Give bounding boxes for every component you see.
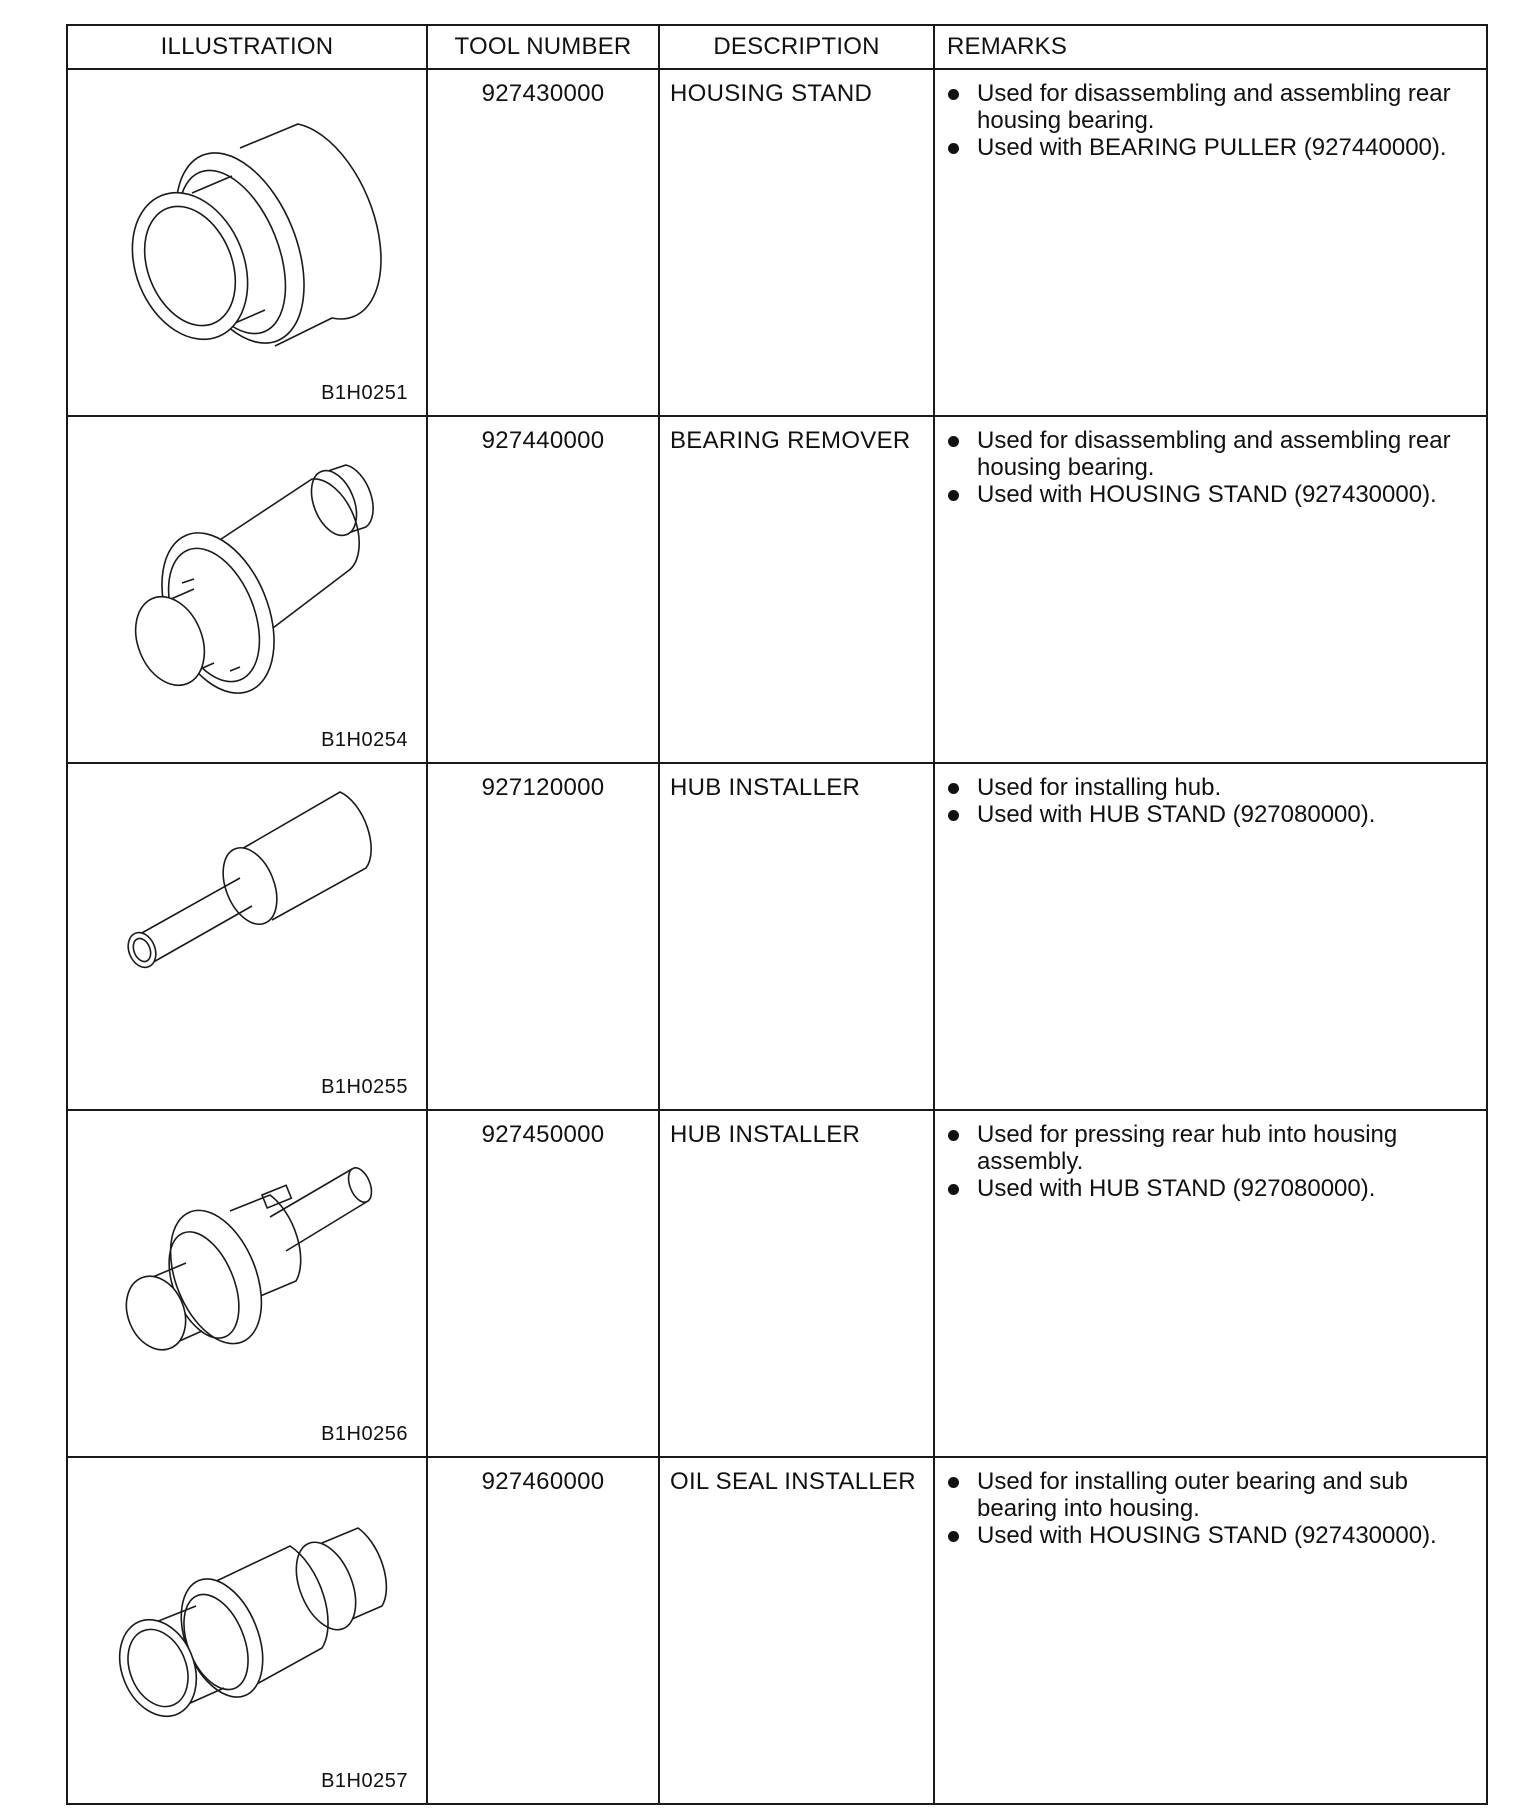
remark-item: Used for installing hub.: [945, 774, 1476, 801]
tool-description: HOUSING STAND: [659, 69, 934, 416]
special-tools-table: [66, 24, 1488, 1805]
header-illustration: ILLUSTRATION: [67, 25, 427, 69]
remark-item: Used for disassembling and assembling rear housing bearing.: [945, 427, 1476, 481]
illustration-cell: [67, 1110, 427, 1457]
figure-code: B1H0254: [321, 729, 408, 751]
remark-item: Used with HUB STAND (927080000).: [945, 1175, 1476, 1202]
table-row: [67, 416, 1487, 763]
table-row: [67, 69, 1487, 416]
illustration-cell: [67, 69, 427, 416]
remark-item: Used for installing outer bearing and sub bearing into housing.: [945, 1468, 1476, 1522]
figure-code: B1H0251: [321, 382, 408, 404]
remark-item: Used with HUB STAND (927080000).: [945, 801, 1476, 828]
tool-number: 927450000: [427, 1110, 659, 1457]
bullet-icon: [948, 490, 959, 501]
bullet-icon: [948, 89, 959, 100]
figure-code: B1H0256: [321, 1423, 408, 1445]
remarks-cell: [934, 416, 1487, 763]
bullet-icon: [948, 1477, 959, 1488]
remark-item: Used with BEARING PULLER (927440000).: [945, 134, 1476, 161]
bullet-icon: [948, 810, 959, 821]
hub-installer-illustration: [90, 1129, 390, 1419]
figure-code: B1H0255: [321, 1076, 408, 1098]
bullet-icon: [948, 1184, 959, 1195]
illustration-cell: [67, 763, 427, 1110]
remarks-cell: [934, 763, 1487, 1110]
bullet-icon: [948, 143, 959, 154]
remark-item: Used with HOUSING STAND (927430000).: [945, 1522, 1476, 1549]
figure-code: B1H0257: [321, 1770, 408, 1792]
oil-seal-installer-illustration: [90, 1476, 390, 1766]
remarks-cell: [934, 1110, 1487, 1457]
remark-item: Used for pressing rear hub into housing assembly.: [945, 1121, 1476, 1175]
bullet-icon: [948, 1130, 959, 1141]
tool-description: HUB INSTALLER: [659, 1110, 934, 1457]
table-row: [67, 1457, 1487, 1804]
bullet-icon: [948, 436, 959, 447]
header-tool-number: TOOL NUMBER: [427, 25, 659, 69]
remark-item: Used with HOUSING STAND (927430000).: [945, 481, 1476, 508]
tool-number: 927460000: [427, 1457, 659, 1804]
table-row: [67, 1110, 1487, 1457]
tool-number: 927430000: [427, 69, 659, 416]
bearing-remover-illustration: [90, 435, 390, 725]
header-remarks: REMARKS: [934, 25, 1487, 69]
remarks-cell: [934, 1457, 1487, 1804]
header-description: DESCRIPTION: [659, 25, 934, 69]
tool-number: 927120000: [427, 763, 659, 1110]
tool-description: OIL SEAL INSTALLER: [659, 1457, 934, 1804]
tool-description: BEARING REMOVER: [659, 416, 934, 763]
bullet-icon: [948, 783, 959, 794]
housing-stand-illustration: [90, 88, 390, 378]
hub-installer-illustration: [90, 782, 390, 1072]
tool-number: 927440000: [427, 416, 659, 763]
remarks-cell: [934, 69, 1487, 416]
illustration-cell: [67, 1457, 427, 1804]
remark-item: Used for disassembling and assembling rear housing bearing.: [945, 80, 1476, 134]
header-row: [67, 25, 1487, 69]
illustration-cell: [67, 416, 427, 763]
bullet-icon: [948, 1531, 959, 1542]
table-row: [67, 763, 1487, 1110]
tool-description: HUB INSTALLER: [659, 763, 934, 1110]
